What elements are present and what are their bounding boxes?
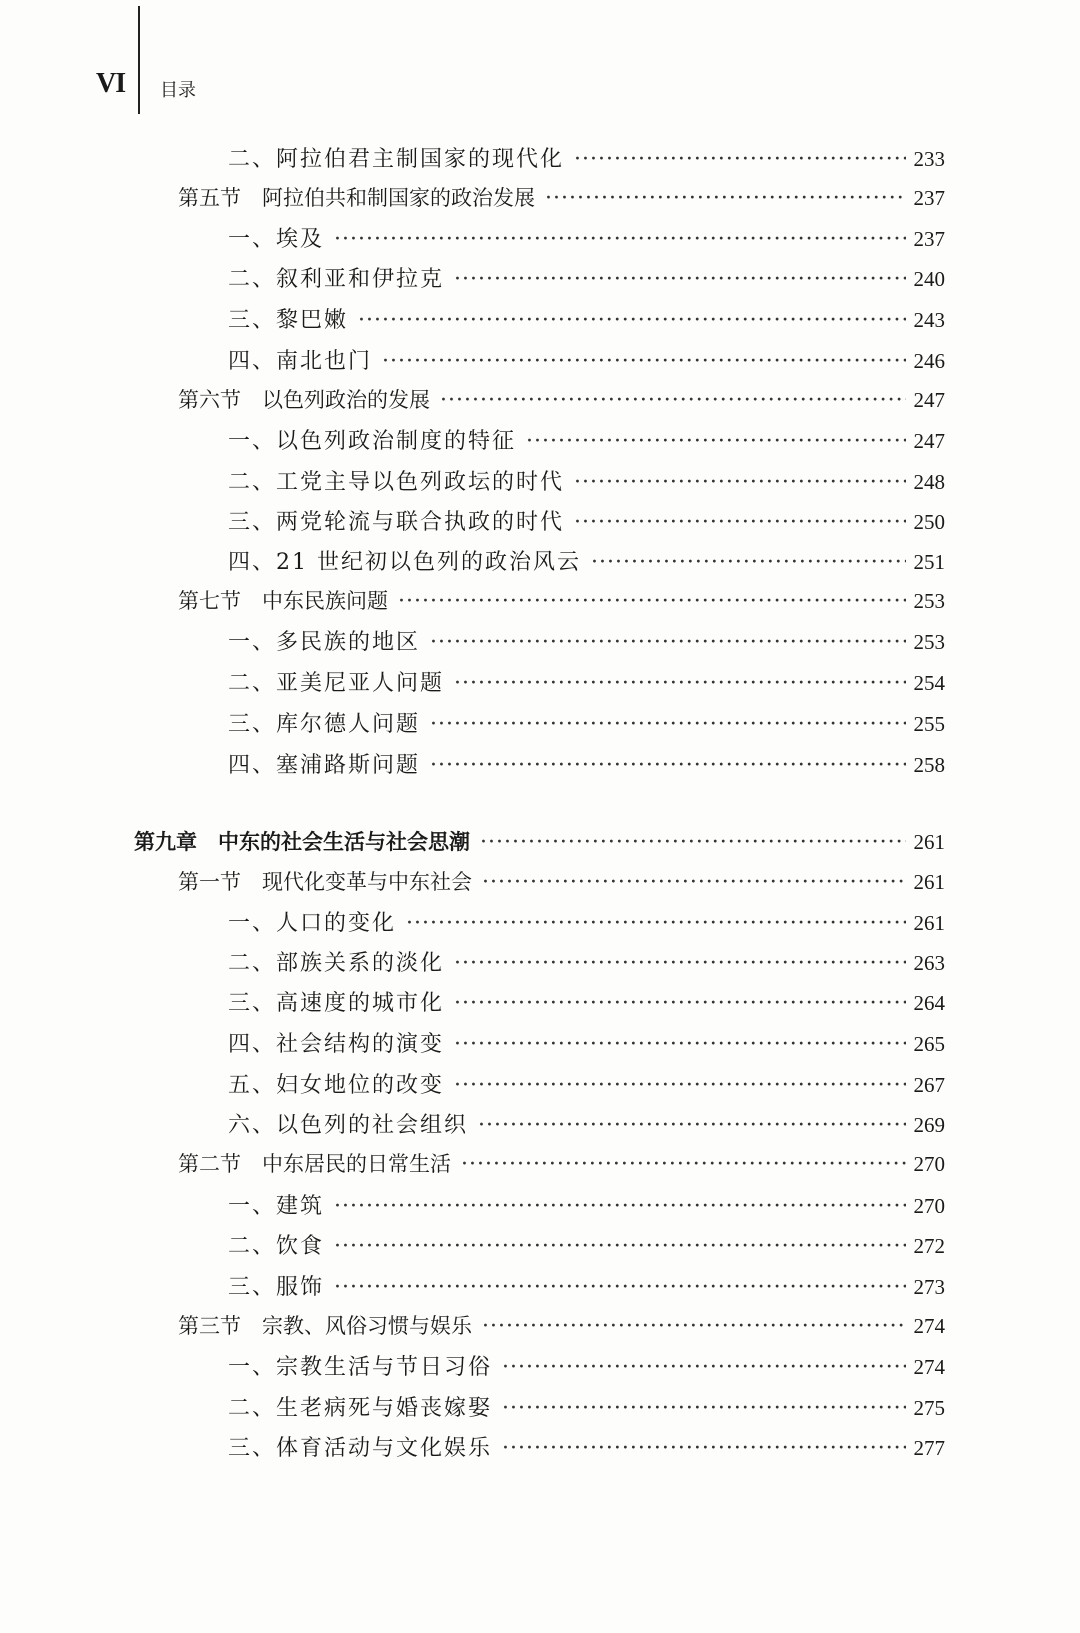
toc-entry-title: 一、以色列政治制度的特征 — [228, 429, 517, 454]
toc-entry-page: 261 — [913, 830, 945, 854]
toc-entry — [134, 826, 945, 860]
dot-leader — [574, 510, 905, 535]
toc-entry-title: 一、埃及 — [228, 227, 325, 252]
dot-leader — [574, 470, 905, 495]
dot-leader — [406, 911, 905, 936]
toc-entry-title: 四、社会结构的演变 — [228, 1032, 445, 1057]
dot-leader — [440, 388, 906, 413]
toc-entry-page: 237 — [913, 227, 945, 251]
toc-entry — [228, 906, 945, 940]
toc-entry-page: 240 — [913, 267, 945, 291]
page-number: VI — [96, 68, 126, 99]
dot-leader — [382, 349, 905, 374]
toc-entry-title: 六、以色列的社会组织 — [228, 1113, 469, 1138]
toc-entry-title: 第一节 现代化变革与中东社会 — [178, 870, 472, 894]
toc-entry — [228, 142, 945, 176]
toc-entry-page: 261 — [913, 911, 945, 935]
toc-entry — [228, 946, 945, 980]
toc-entry-page: 277 — [913, 1436, 945, 1460]
dot-leader — [502, 1436, 905, 1461]
toc-entry-page: 274 — [913, 1314, 945, 1338]
toc-entry-page: 273 — [913, 1275, 945, 1299]
dot-leader — [454, 1073, 905, 1098]
toc-entry-title: 三、黎巴嫩 — [228, 308, 349, 333]
dot-leader — [334, 1194, 905, 1219]
toc-entry-page: 253 — [913, 630, 945, 654]
toc-entry-page: 272 — [913, 1234, 945, 1258]
toc-entry-title: 一、建筑 — [228, 1194, 325, 1219]
toc-entry — [228, 1270, 945, 1304]
toc-entry-page: 263 — [913, 951, 945, 975]
toc-entry — [228, 1189, 945, 1223]
toc-entry — [228, 986, 945, 1020]
toc-entry-title: 第五节 阿拉伯共和制国家的政治发展 — [178, 186, 535, 210]
dot-leader — [430, 712, 905, 737]
toc-entry-page: 251 — [913, 550, 945, 574]
toc-entry-title: 二、生老病死与婚丧嫁娶 — [228, 1396, 493, 1421]
dot-leader — [454, 671, 905, 696]
toc-entry — [228, 505, 945, 539]
toc-entry — [228, 465, 945, 499]
toc-entry — [228, 222, 945, 256]
toc-entry-page: 233 — [913, 147, 945, 171]
toc-entry — [228, 1229, 945, 1263]
toc-entry — [228, 303, 945, 337]
toc-entry-title: 二、部族关系的淡化 — [228, 951, 445, 976]
toc-entry-page: 247 — [913, 429, 945, 453]
toc-entry-page: 270 — [913, 1152, 945, 1176]
toc-entry — [228, 545, 945, 579]
toc-entry-page: 247 — [913, 388, 945, 412]
toc-entry-title: 第二节 中东居民的日常生活 — [178, 1152, 451, 1176]
dot-leader — [480, 830, 906, 855]
toc-entry — [228, 1431, 945, 1465]
toc-entry-title: 二、工党主导以色列政坛的时代 — [228, 470, 565, 495]
dot-leader — [461, 1152, 906, 1177]
toc-entry — [228, 666, 945, 700]
toc-entry-page: 269 — [913, 1113, 945, 1137]
toc-entry-title: 一、人口的变化 — [228, 911, 397, 936]
toc-entry — [228, 748, 945, 782]
toc-entry — [228, 1027, 945, 1061]
toc-entry-title: 三、两党轮流与联合执政的时代 — [228, 510, 565, 535]
toc-entry-title: 五、妇女地位的改变 — [228, 1073, 445, 1098]
dot-leader — [574, 147, 905, 172]
toc-entry — [228, 344, 945, 378]
dot-leader — [454, 1032, 905, 1057]
toc-entry-title: 四、21 世纪初以色列的政治风云 — [228, 550, 581, 575]
toc-entry-page: 274 — [913, 1355, 945, 1379]
toc-entry — [228, 1108, 945, 1142]
toc-entry-page: 270 — [913, 1194, 945, 1218]
dot-leader — [478, 1113, 905, 1138]
toc-entry-page: 254 — [913, 671, 945, 695]
toc-entry — [178, 1310, 945, 1344]
dot-leader — [334, 227, 905, 252]
dot-leader — [358, 308, 905, 333]
dot-leader — [454, 951, 905, 976]
toc-entry-page: 255 — [913, 712, 945, 736]
toc-entry-title: 三、高速度的城市化 — [228, 991, 445, 1016]
toc-entry-title: 第九章 中东的社会生活与社会思潮 — [134, 830, 470, 854]
dot-leader — [502, 1396, 905, 1421]
toc-entry-page: 258 — [913, 753, 945, 777]
toc-entry-title: 第三节 宗教、风俗习惯与娱乐 — [178, 1314, 472, 1338]
toc-entry-page: 246 — [913, 349, 945, 373]
toc-entry-title: 二、亚美尼亚人问题 — [228, 671, 445, 696]
toc-entry — [178, 866, 945, 900]
toc-entry — [228, 1350, 945, 1384]
dot-leader — [430, 630, 905, 655]
running-header-title: 目录 — [160, 80, 196, 101]
dot-leader — [334, 1275, 905, 1300]
toc-entry-page: 237 — [913, 186, 945, 210]
dot-leader — [482, 870, 906, 895]
dot-leader — [502, 1355, 905, 1380]
dot-leader — [526, 429, 905, 454]
toc-entry-page: 265 — [913, 1032, 945, 1056]
dot-leader — [482, 1314, 906, 1339]
dot-leader — [334, 1234, 905, 1259]
toc-entry-title: 二、阿拉伯君主制国家的现代化 — [228, 147, 565, 172]
dot-leader — [430, 753, 905, 778]
toc-entry-page: 250 — [913, 510, 945, 534]
toc-entry-page: 243 — [913, 308, 945, 332]
toc-entry-page: 264 — [913, 991, 945, 1015]
toc-entry-page: 248 — [913, 470, 945, 494]
dot-leader — [591, 550, 906, 575]
toc-entry — [228, 1068, 945, 1102]
toc-entry-page: 261 — [913, 870, 945, 894]
dot-leader — [454, 991, 905, 1016]
toc-entry-title: 三、体育活动与文化娱乐 — [228, 1436, 493, 1461]
toc-entry-page: 267 — [913, 1073, 945, 1097]
dot-leader — [454, 267, 905, 292]
toc-entry — [228, 625, 945, 659]
toc-entry-title: 三、库尔德人问题 — [228, 712, 421, 737]
toc-entry-title: 三、服饰 — [228, 1275, 325, 1300]
toc-entry-title: 四、塞浦路斯问题 — [228, 753, 421, 778]
dot-leader — [398, 589, 906, 614]
toc-entry-title: 第六节 以色列政治的发展 — [178, 388, 430, 412]
toc-entry — [178, 585, 945, 619]
toc-entry — [228, 424, 945, 458]
toc-entry — [178, 182, 945, 216]
toc-entry-title: 二、饮食 — [228, 1234, 325, 1259]
toc-entry — [178, 384, 945, 418]
toc-entry — [228, 262, 945, 296]
toc-entry — [228, 707, 945, 741]
toc-entry-title: 四、南北也门 — [228, 349, 373, 374]
toc-entry-page: 275 — [913, 1396, 945, 1420]
toc-entry-title: 一、宗教生活与节日习俗 — [228, 1355, 493, 1380]
toc-entry — [178, 1148, 945, 1182]
toc-entry-title: 二、叙利亚和伊拉克 — [228, 267, 445, 292]
toc-entry-title: 第七节 中东民族问题 — [178, 589, 388, 613]
dot-leader — [545, 186, 906, 211]
header-divider — [138, 6, 140, 114]
toc-entry-page: 253 — [913, 589, 945, 613]
toc-entry-title: 一、多民族的地区 — [228, 630, 421, 655]
toc-entry — [228, 1391, 945, 1425]
